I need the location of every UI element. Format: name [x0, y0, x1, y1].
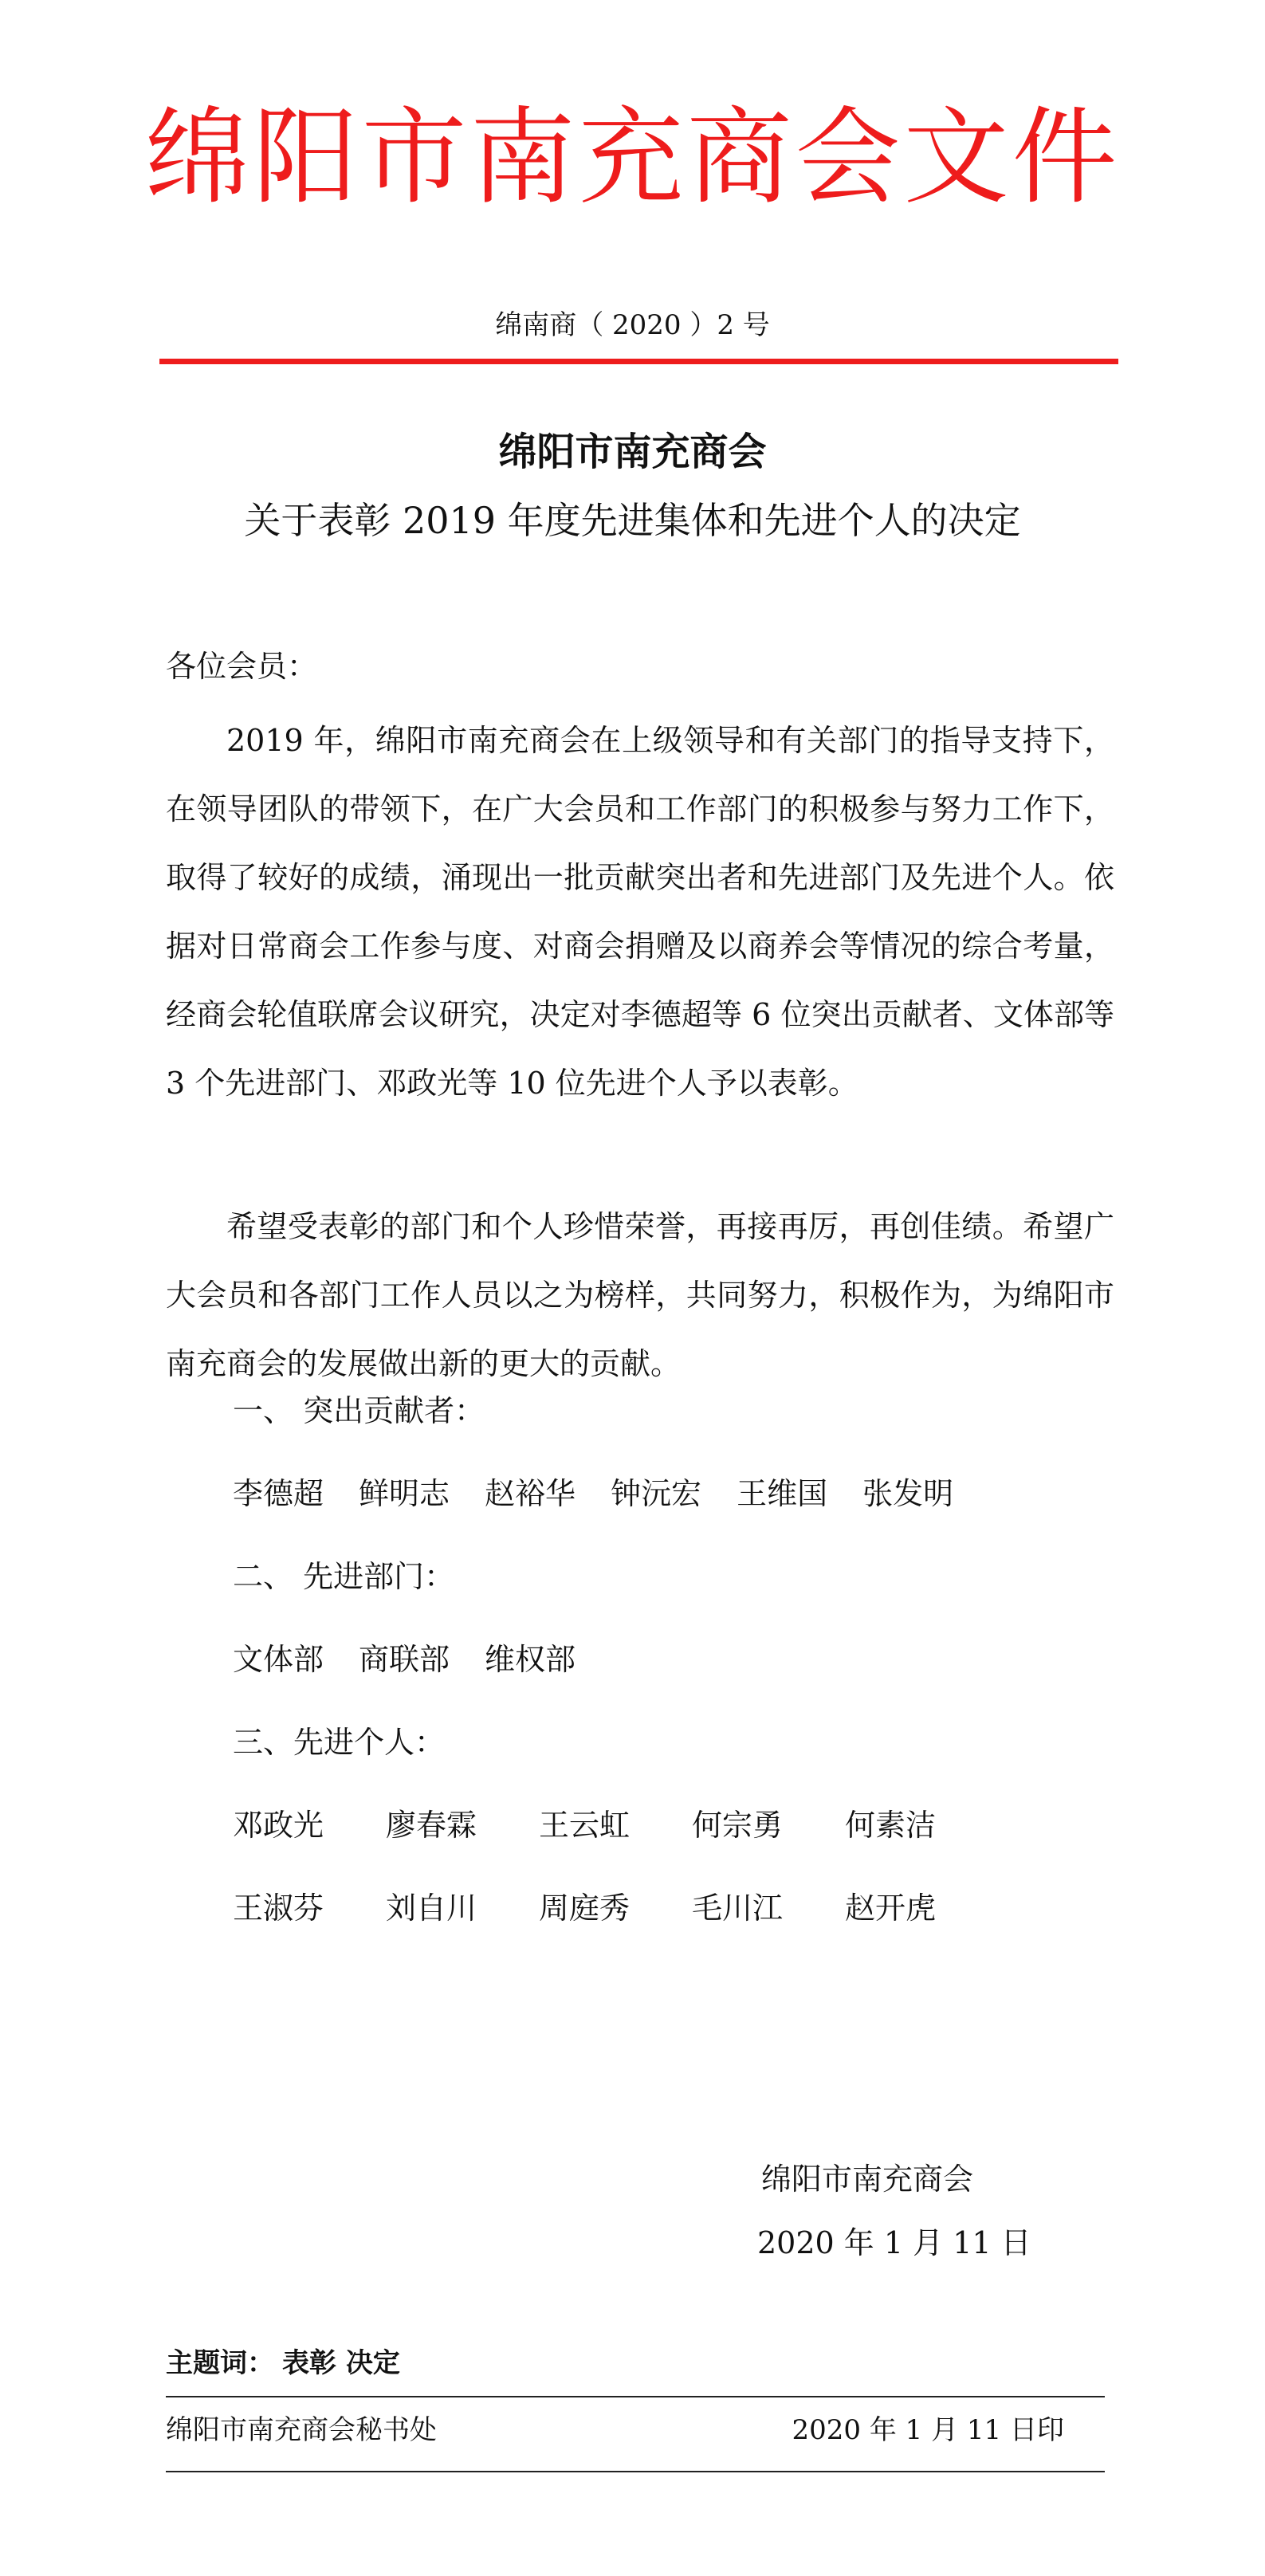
department-name: 商联部	[359, 1642, 450, 1677]
footer-rule-bottom	[166, 2471, 1105, 2472]
signature-date: 2020 年 1 月 11 日	[757, 2225, 1031, 2260]
contributor-name: 李德超	[233, 1476, 324, 1511]
document-number: 绵南商（ 2020 ）2 号	[495, 309, 770, 341]
individual-name: 毛川江	[692, 1891, 784, 1926]
red-divider-line	[159, 359, 1118, 364]
doc-title-subject: 关于表彰 2019 年度先进集体和先进个人的决定	[244, 499, 1021, 542]
individuals-list-row-1	[233, 1803, 998, 1848]
department-name: 维权部	[485, 1642, 576, 1677]
individuals-list-row-2	[233, 1886, 998, 1930]
contributor-name: 钟沅宏	[611, 1476, 702, 1511]
contributor-name: 王维国	[737, 1476, 828, 1511]
footer-rule-top	[166, 2396, 1105, 2397]
contributor-name: 鲜明志	[359, 1476, 450, 1511]
issuer-office: 绵阳市南充商会秘书处	[166, 2414, 437, 2446]
department-name: 文体部	[233, 1642, 324, 1677]
individual-name: 廖春霖	[386, 1808, 477, 1843]
contributor-name: 张发明	[862, 1476, 954, 1511]
individual-name: 邓政光	[233, 1808, 324, 1843]
contributor-name: 赵裕华	[485, 1476, 576, 1511]
doc-title-issuer: 绵阳市南充商会	[498, 430, 767, 474]
keywords-label: 主题词：	[166, 2347, 274, 2379]
salutation: 各位会员：	[166, 649, 318, 684]
body-paragraph-2: 希望受表彰的部门和个人珍惜荣誉，再接再厉，再创佳绩。希望广大会员和各部门工作人员以之为榜样，共同努力，积极作为，为绵阳市南充商会的发展做出新的更大的贡献。	[166, 1209, 1114, 1381]
body-paragraph-1: 2019 年，绵阳市南充商会在上级领导和有关部门的指导支持下，在领导团队的带领下，在广大会员和工作部门的积极参与努力工作下，取得了较好的成绩，涌现出一批贡献突出者和先进部门及先进个人。依据对日常商会工作参与度、对商会捐赠及以商养会等情况的综合考量，经商会轮值联席会议研究，决定对李德超等 6 位突出贡献者、文体部等 3 个先进部门、邓政光等 10 位先进个人予以表彰。	[166, 723, 1114, 1101]
signature-organization: 绵阳市南充商会	[761, 2162, 974, 2197]
departments-heading: 二、 先进部门：	[233, 1559, 455, 1594]
keywords-line	[166, 2343, 400, 2383]
individual-name: 何素洁	[845, 1808, 937, 1843]
print-date: 2020 年 1 月 11 日印	[792, 2414, 1064, 2446]
individual-name: 周庭秀	[539, 1891, 631, 1926]
contributors-heading: 一、 突出贡献者：	[233, 1393, 485, 1428]
keywords-value: 表彰 决定	[282, 2347, 400, 2379]
individual-name: 刘自川	[386, 1891, 477, 1926]
departments-list	[233, 1637, 611, 1682]
contributors-list	[233, 1471, 988, 1516]
individual-name: 王云虹	[539, 1808, 631, 1843]
masthead-title: 绵阳市南充商会文件	[144, 96, 1121, 219]
individuals-heading: 三、先进个人：	[233, 1725, 446, 1760]
individual-name: 何宗勇	[692, 1808, 784, 1843]
individual-name: 赵开虎	[845, 1891, 937, 1926]
individual-name: 王淑芬	[233, 1891, 324, 1926]
